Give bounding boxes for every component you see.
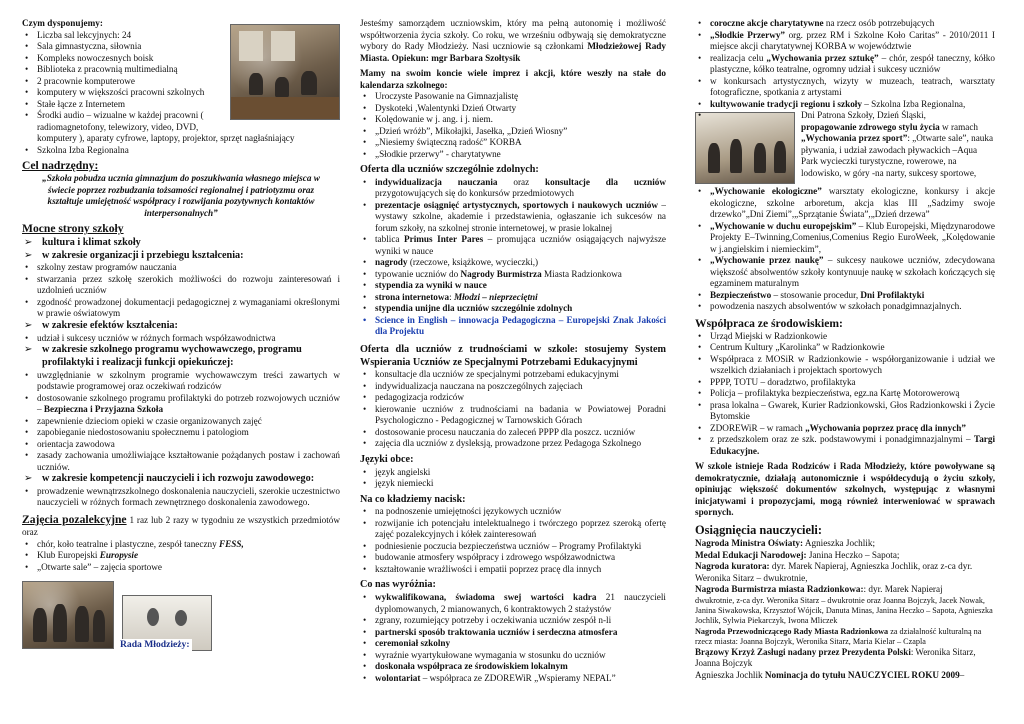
- ti-t2: – chór, zespół taneczny, kółko plastyczne, kółko teatralne, ogromny udział i sukcesy uczniów: [710, 52, 995, 74]
- column-2: [360, 18, 666, 718]
- list-item: [360, 673, 666, 685]
- osiag-b: Nagroda kuratora:: [695, 561, 770, 572]
- patron-list: [695, 110, 995, 122]
- mocne-wychowawczy: ➢ w zakresie szkolnego programu wychowawczego, programu profilaktyki i realizacji funkcji opiekuńczej:: [22, 344, 340, 370]
- list-item: [22, 393, 340, 416]
- list-item: [695, 434, 995, 457]
- oi-b2: Nagrody Burmistrza: [460, 268, 542, 279]
- org-list: [22, 262, 340, 320]
- osiag-line: [695, 550, 995, 562]
- mi-b: Bezpieczeństwo: [710, 289, 772, 300]
- oi-t: :: [449, 291, 454, 302]
- list-item: • Dyskoteki ,Walentynki Dzień Otwarty: [360, 103, 666, 115]
- wsp-text: ZDOREWiR – w ramach: [710, 422, 806, 433]
- list-item: [360, 627, 666, 639]
- list-item: • „Słodkie przerwy” - charytatywne: [360, 149, 666, 161]
- osiag-t: Janina Heczko – Sapota;: [806, 549, 900, 560]
- osiag-b: Nagroda Burmistrza miasta Radzionkowa:: [695, 584, 864, 595]
- wi-b: partnerski sposób traktowania uczniów i serdeczna atmosfera: [375, 626, 618, 637]
- list-item: • na podnoszenie umiejętności językowych uczniów: [360, 506, 666, 518]
- osiag-line: [695, 561, 995, 584]
- list-item: [695, 290, 995, 302]
- list-item: • zajęcia dla uczniów z dysleksją, prowadzone przez Pedagoga Szkolnego: [360, 438, 666, 450]
- mocne-list-b: [22, 320, 340, 333]
- list-item: • udział i sukcesy uczniów w różnych formach współzawodnictwa: [22, 333, 340, 345]
- list-item: [695, 301, 995, 313]
- patron-bold2: „Wychowania przez sport”: [801, 133, 908, 143]
- intro-text: Jesteśmy samorządem uczniowskim, który ma pełną autonomię i możliwość współtworzenia życia szkoły. Co roku, we wrześniu odbywają się demokratyczne wybory do Rady Młodzieży. Nasi uczniowie są członkami: [360, 18, 666, 51]
- oferta-trudnosci-title: Oferta dla uczniów z trudnościami w szkole: stosujemy System Wspierania Uczniów ze Specjalnymi Potrzebami Edukacyjnymi: [360, 343, 666, 368]
- list-item: • język niemiecki: [360, 478, 666, 490]
- wi-t: zgrany, rozumiejący potrzeby i oczekiwania uczniów zespół n-li: [375, 615, 612, 625]
- list-item: • „Niesiemy świąteczną radość” KORBA: [360, 137, 666, 149]
- krzyz-b: Brązowy Krzyż Zasługi nadany przez Prezydenta Polski: [695, 647, 911, 658]
- wi-b: doskonała współpraca ze środowiskiem lokalnym: [375, 661, 568, 671]
- mocne-kompetencje: ➢ w zakresie kompetencji nauczycieli i ich rozwoju zawodowego:: [22, 473, 340, 486]
- ti-t: w konkursach artystycznych, wizyty w muzeach, teatrach, warsztaty fotograficzne, spotkania z artystami: [710, 75, 995, 97]
- list-item: [360, 257, 666, 269]
- oi-b: stypendia za wyniki w nauce: [375, 280, 487, 291]
- jezyki-list: [360, 467, 666, 490]
- zajecia-paragraph: [22, 513, 340, 539]
- list-item: [360, 615, 666, 627]
- czym-list: [22, 30, 340, 157]
- wsp-text: z przedszkolem oraz ze szk. podstawowymi i ponadgimnazjalnymi –: [710, 434, 971, 445]
- oi-t: oraz: [497, 176, 545, 187]
- mocne-title: Mocne strony szkoły: [22, 222, 124, 236]
- ti-b: kultywowanie tradycji regionu i szkoły: [710, 98, 862, 109]
- list-item: • indywidualizacja nauczana na poszczególnych zajęciach: [360, 381, 666, 393]
- wychowanie-list: [695, 186, 995, 313]
- komp-list: [22, 486, 340, 509]
- zajecia-title: Zajęcia pozalekcyjne: [22, 512, 127, 526]
- mi-b2: Dni Profilaktyki: [860, 289, 925, 300]
- oferta-zdolni-list: [360, 177, 666, 338]
- wi-b: ceremoniał szkolny: [375, 638, 451, 648]
- list-item: • Sala gimnastyczna, siłownia: [22, 41, 340, 53]
- oi-t2: Miasta Radzionkowa: [541, 268, 622, 279]
- ti-b2: „Wychowania przez sztukę”: [766, 52, 879, 63]
- list-item-text: dostosowanie szkolnego programu profilaktyki do potrzeb rozwojowych uczniów –: [37, 392, 340, 415]
- wspolpraca-title: Współpraca ze środowiskiem:: [695, 316, 843, 330]
- list-item: • komputery w większości pracowni szkolnych: [22, 87, 340, 99]
- list-item: • zapobieganie niedostosowaniu społecznemu i patologiom: [22, 427, 340, 439]
- mi-t: – sukcesy naukowe uczniów, zdecydowana większość absolwentów szkoły kontynuuje naukę w szkołach kończących się egzaminem maturalnym: [710, 255, 995, 288]
- wych-list: [22, 370, 340, 474]
- list-item: • Kolędowanie w j. ang. i j. niem.: [360, 114, 666, 126]
- list-item: [360, 269, 666, 281]
- wi-t: 21 nauczycieli dyplomowanych, 2 mianowanych, 6 kontraktowych 2 stażystów: [375, 592, 666, 614]
- list-item: • „Otwarte sale” – zajęcia sportowe: [22, 562, 340, 574]
- osiag-line: [695, 538, 995, 550]
- nominacja-t: Agnieszka Jochlik: [695, 669, 765, 680]
- list-item: • „Dzień wróżb”, Mikołajki, Jasełka, „Dzień Wiosny”: [360, 126, 666, 138]
- list-item: • język angielski: [360, 467, 666, 479]
- intro-bold: Młodzieżowej Rady Miasta. Opiekun: mgr Barbara Szołtysik: [360, 41, 666, 63]
- list-item: • Biblioteka z pracownią multimedialną: [22, 64, 340, 76]
- list-item: [695, 423, 995, 435]
- list-item: • pedagogizacja rodziców: [360, 392, 666, 404]
- nominacja-end: –: [959, 669, 965, 680]
- ti-t: na rzecz osób potrzebujących: [823, 18, 935, 28]
- list-item: • kierowanie uczniów z trudnościami na badania w Powiatowej Poradni Psychologiczno - Pedagogicznej w Tarnowskich Górach: [360, 404, 666, 427]
- list-item: [695, 76, 995, 99]
- oi-b: nagrody: [375, 257, 408, 268]
- wyroznia-title: Co nas wyróżnia:: [360, 579, 436, 591]
- list-item: • zasady zachowania umożliwiające kształtowanie pożądanych postaw i zachowań uczniów.: [22, 450, 340, 473]
- oi-b2: konsultacje dla uczniów: [545, 176, 666, 187]
- patron-block: [695, 110, 995, 186]
- list-item: • Liczba sal lekcyjnych: 24: [22, 30, 340, 42]
- mi-b: „Wychowanie w duchu europejskim”: [710, 220, 857, 231]
- list-item: • uwzględnianie w szkolnym programie wychowawczym treści zawartych w podstawie programowej oraz oczekiwań rodziców: [22, 370, 340, 393]
- oi-b: strona internetowa: [375, 291, 450, 302]
- osiag-t: : dyr. Marek Napieraj: [863, 584, 943, 595]
- osiag-b: Medal Edukacji Narodowej:: [695, 549, 807, 560]
- wi-t: wyraźnie wyartykułowane wymagania w stosunku do uczniów: [375, 649, 606, 660]
- list-item: • prowadzenie wewnątrzszkolnego doskonalenia nauczycieli, szerokie uczestnictwo nauczycieli w różnych formach zewnętrznego doskonalenia zawodowego.: [22, 486, 340, 509]
- list-item: [695, 221, 995, 256]
- samorzad-intro: [360, 18, 666, 64]
- list-item: • Stałe łącze z Internetem: [22, 99, 340, 111]
- patron-bold: propagowanie zdrowego stylu życia: [801, 121, 940, 132]
- rada-mlodziezy-photo-1: [22, 581, 114, 649]
- nacisk-title: Na co kładziemy nacisk:: [360, 493, 466, 505]
- list-item: [695, 186, 995, 221]
- patron-rest2: : „Otwarte sale”, nauka pływania, i udział zawodach pływackich –Aqua Park wycieczki turystyczne, rowerowe, na lodowisko, w góry -na narty, sukcesy sportowe,: [801, 133, 994, 178]
- list-item: • zapewnienie dzieciom opieki w czasie organizowanych zajęć: [22, 416, 340, 428]
- list-item: [695, 53, 995, 76]
- list-item: [360, 177, 666, 200]
- list-item: • stwarzania przez szkołę szerokich możliwości do rozwoju zainteresowań i uzdolnień uczniów: [22, 274, 340, 297]
- mi-t: warsztaty ekologiczne, konkursy i akcje ekologiczne, szkolne arboretum, akcja klas III „Sadzimy swoje drzewko”„Dni Ziemi”,„Sprzątanie Świata”,„Dzień drzewa”: [710, 186, 995, 219]
- oi-b2: Młodzi – nieprzeciętni: [453, 291, 538, 302]
- patron-rest: w ramach: [939, 121, 979, 132]
- efekt-list: [22, 333, 340, 345]
- oi-b: stypendia unijne dla uczniów szczególnie zdolnych: [375, 303, 573, 314]
- ti-b: coroczne akcje charytatywne: [710, 18, 824, 28]
- list-item: • Dni Patrona Szkoły, Dzień Śląski,: [695, 110, 995, 122]
- osiag-b: Nagroda Ministra Oświaty:: [695, 538, 804, 549]
- trudnosci-list: [360, 369, 666, 450]
- krzyz-line: [695, 647, 995, 670]
- list-item: • Centrum Kultury „Karolinka” w Radzionkowie: [695, 342, 995, 354]
- wsp-bold: „Wychowania poprzez pracę dla innych”: [805, 422, 967, 433]
- list-item-text: chór, koło teatralne i plastyczne, zespół taneczny: [37, 538, 220, 549]
- list-item: • Kompleks nowoczesnych boisk: [22, 53, 340, 65]
- wyroznia-list: [360, 592, 666, 684]
- mocne-list-c: [22, 344, 340, 370]
- list-item: • rozwijanie ich potencjału intelektualnego i twórczego poprzez szeroką ofertę zajęć pozalekcyjnych i kółek zainteresowań: [360, 518, 666, 541]
- nominacja-line: [695, 670, 995, 682]
- list-item: [360, 292, 666, 304]
- oi-t: (rzeczowe, książkowe, wycieczki,): [407, 257, 539, 268]
- osiagniecia-title: Osiągnięcia nauczycieli:: [695, 522, 822, 537]
- list-item: • Policja – profilaktyka bezpieczeństwa, egz.na Kartę Motorowerową: [695, 388, 995, 400]
- nacisk-list: [360, 506, 666, 575]
- list-item: [22, 539, 340, 551]
- jezyki-title: Języki obce:: [360, 453, 414, 465]
- oi-t2: – promująca uczniów osiągających najwyższe wyniki w nauce: [375, 234, 666, 256]
- krzyz-t: : Weronika Sitarz, Joanna Bojczyk: [695, 647, 976, 669]
- mi-b: „Wychowanie ekologiczne”: [710, 186, 822, 196]
- mocne-list-d: [22, 473, 340, 486]
- zajecia-text: 1 raz lub 2 razy w tygodniu ze wszystkich przedmiotów oraz: [22, 514, 340, 538]
- osiag-small-t: za działalność kulturalną na rzecz miasta: Joanna Bojczyk, Weronika Sitarz, Maria Kielar – Czapla: [695, 626, 982, 646]
- ti-b: „Słodkie Przerwy”: [710, 29, 786, 40]
- oi-t: typowanie uczniów do: [375, 268, 461, 279]
- list-item: [360, 661, 666, 673]
- list-item: [360, 234, 666, 257]
- list-item: • konsultacje dla uczniów ze specjalnymi potrzebami edukacyjnymi: [360, 369, 666, 381]
- list-item: • orientacja zawodowa: [22, 439, 340, 451]
- rada-photos: [22, 581, 340, 651]
- list-item: [360, 650, 666, 662]
- list-item: [22, 550, 340, 562]
- ti-t: org. przez RM i Szkolne Koło Caritas” - 2010/2011 I miejsce akcji charytatywnej KORBA w województwie: [710, 29, 995, 51]
- rada-caption: Rada Młodzieży:: [120, 639, 190, 651]
- cel-title: Cel nadrzędny:: [22, 159, 99, 172]
- list-item: [360, 592, 666, 615]
- list-item: [695, 99, 995, 111]
- mi-t: – Klub Europejski, Międzynarodowe Projekty E–Twinning,Comenius,Comenius Regio EuroWeek, „Kolędowanie w j.angielskim i niemieckim”,: [710, 220, 995, 254]
- list-item: [695, 255, 995, 290]
- list-item: • zgodność prowadzonej dokumentacji pedagogicznej z wymaganiami określonymi w prawie oświatowym: [22, 297, 340, 320]
- list-item: [360, 200, 666, 235]
- list-item: [360, 638, 666, 650]
- column-1: [22, 18, 340, 718]
- wi-b: wykwalifikowana, świadoma swej wartości kadra: [375, 592, 597, 602]
- osiag-t: dyr. Marek Napieraj, Agnieszka Jochlik, oraz z-ca dyr. Weronika Sitarz – dwukrotnie,: [695, 561, 973, 583]
- list-item-bold: Bezpieczna i Przyjazna Szkoła: [43, 404, 164, 415]
- wi-b: wolontariat: [375, 672, 421, 683]
- list-item: • Urząd Miejski w Radzionkowie: [695, 331, 995, 343]
- list-item: • PPPP, TOTU – doradztwo, profilaktyka: [695, 377, 995, 389]
- list-item: • prasa lokalna – Gwarek, Kurier Radzionkowski, Głos Radzionkowski i Życie Bytomskie: [695, 400, 995, 423]
- wspolpraca-list: [695, 331, 995, 458]
- oi-t: tablica: [375, 234, 405, 245]
- list-item: [695, 18, 995, 30]
- oi-b: prezentacje osiągnięć artystycznych, sportowych i naukowych uczniów: [375, 199, 659, 210]
- osiag-small-b: Nagroda Przewodniczącego Rady Miasta Radzionkowa: [695, 626, 889, 636]
- list-item: • dostosowanie procesu nauczania do zaleceń PPPP dla poszcz. uczniów: [360, 427, 666, 439]
- oi-t2: przygotowujących się do konkursów przedmiotowych: [375, 188, 575, 199]
- oi-b2: Primus Inter Pares: [404, 234, 484, 245]
- cel-text: „Szkoła pobudza ucznia gimnazjum do poszukiwania własnego miejsca w świecie poprzez rozbudzania tożsamości regionalnej i patriotyzmu oraz kształtuje umiejętność współpracy i rozwijania pozytywnych kontaktów interpersonalnych”: [42, 173, 320, 218]
- regional-room-photo: [695, 112, 795, 184]
- list-item: • Współpraca z MOSiR w Radzionkowie - współorganizowanie i udział we wszelkich działaniach i projektach sportowych: [695, 354, 995, 377]
- ti-t: realizacja celu: [710, 52, 767, 63]
- mocne-list-a: [22, 237, 340, 263]
- oferta-zdolni-title: Oferta dla uczniów szczególnie zdolnych:: [360, 164, 539, 175]
- list-item: • Uroczyste Pasowanie na Gimnazjalistę: [360, 91, 666, 103]
- list-item: [360, 303, 666, 315]
- oi-t: – wystawy szkolne, akademie i przedstawienia, ogłaszanie ich sukcesów na forum szkoły, na szkolnej stronie internetowej, w prasie lokalnej: [375, 199, 666, 233]
- mocne-efekty: ➢ w zakresie efektów kształcenia:: [22, 320, 340, 333]
- list-item: • podniesienie poczucia bezpieczeństwa uczniów – Programy Profilaktyki: [360, 541, 666, 553]
- osiag-small-1: dwukrotnie, z-ca dyr. Weronika Sitarz – dwukrotnie oraz Joanna Bojczyk, Jacek Nowak, Janina Siwakowska, Krzysztof Wójcik, Danuta Minas, Janina Heczko – Sapota, Agnieszka Jochlik, Sylwia Piekarczyk, Iwona Mliczek: [695, 595, 993, 626]
- list-item: [695, 30, 995, 53]
- imprezy-title: Mamy na swoim koncie wiele imprez i akcji, które weszły na stałe do kalendarza szkolnego:: [360, 68, 666, 90]
- list-item-text: Klub Europejski: [37, 550, 100, 561]
- list-item-emphasis: FESS,: [219, 538, 244, 549]
- mi-t: – stosowanie procedur,: [771, 289, 861, 300]
- osiag-t: Agnieszka Jochlik;: [803, 538, 876, 549]
- osiag-small-2: [695, 627, 995, 648]
- list-item: • Science in English – innowacja Pedagogiczna – Europejski Znak Jakości dla Projektu: [360, 315, 666, 338]
- osiag-line: [695, 584, 995, 596]
- list-item-emphasis: Europysie: [99, 550, 139, 561]
- akcje-list: [695, 18, 995, 110]
- list-item: • Szkolna Izba Regionalna: [22, 145, 340, 157]
- mocne-organizacja: ➢ w zakresie organizacji i przebiegu kształcenia:: [22, 250, 340, 263]
- list-item: • budowanie atmosfery współpracy i zdrowego współzawodnictwa: [360, 552, 666, 564]
- mocne-kultura: ➢ kultura i klimat szkoły: [22, 237, 340, 250]
- list-item: • Środki audio – wizualne w każdej pracowni ( radiomagnetofony, telewizory, video, DVD, komputery ), aparaty cyfrowe, laptopy, projektor, sprzęt nagłaśniający: [22, 110, 340, 145]
- imprezy-list: [360, 91, 666, 160]
- rada-paragraph: W szkole istnieje Rada Rodziców i Rada Młodzieży, które powoływane są demokratycznie, działają autonomicznie i współdecydują o życiu szkoły, opiniując większość dokumentów szkolnych, występując z własnymi inicjatywami i propozycjami, mogą również interweniować w sprawach spornych.: [695, 461, 995, 518]
- list-item: [360, 280, 666, 292]
- list-item: • 2 pracownie komputerowe: [22, 76, 340, 88]
- wsp-bold: Targi Edukacyjne.: [710, 434, 995, 456]
- list-item: • kształtowanie wrażliwości i empatii poprzez pracę dla innych: [360, 564, 666, 576]
- czym-title: Czym dysponujemy:: [22, 18, 103, 28]
- oi-b: indywidualizacja nauczania: [375, 176, 498, 187]
- nominacja-b: Nominacja do tytułu NAUCZYCIEL ROKU 2009: [764, 669, 960, 680]
- wi-t: – współpraca ze ZDOREWiR „Wspieramy NEPAL”: [420, 672, 616, 683]
- list-item: • szkolny zestaw programów nauczania: [22, 262, 340, 274]
- ti-t: – Szkolna Izba Regionalna,: [861, 98, 966, 109]
- zajecia-list: [22, 539, 340, 574]
- mi-t: powodzenia naszych absolwentów w szkołach ponadgimnazjalnych.: [710, 301, 962, 311]
- mi-b: „Wychowanie przez naukę”: [710, 255, 824, 265]
- column-3: [695, 18, 995, 718]
